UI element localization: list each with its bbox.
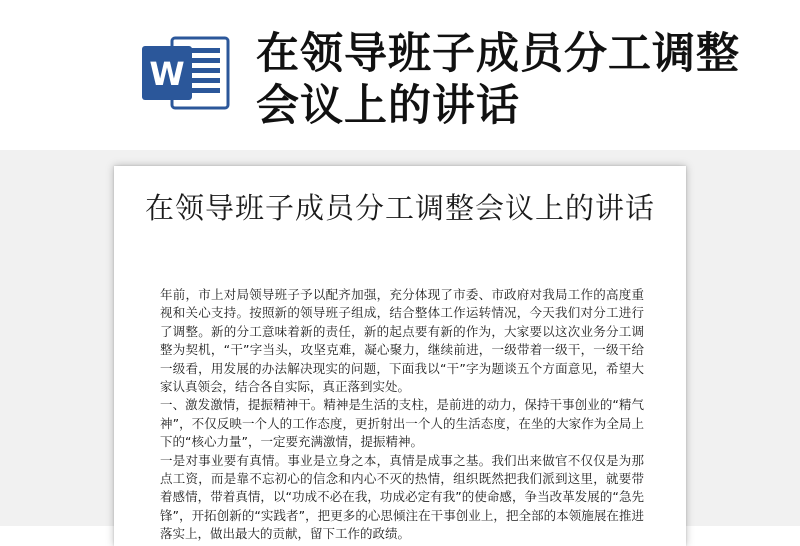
- banner: [0, 0, 800, 150]
- document-page: [114, 166, 686, 546]
- word-icon-letter: W: [149, 55, 185, 93]
- paragraph: 年前，市上对局领导班子予以配齐加强，充分体现了市委、市政府对我局工作的高度重视和关心支持。按照新的领导班子组成，结合整体工作运转情况，今天我们对分工进行了调整。新的分工意味着新的责任，新的起点要有新的作为，大家要以这次业务分工调整为契机，“干”字当头，攻坚克难，凝心聚力，继续前进，一级带着一级干，一级干给一级看，用发展的办法解决现实的问题，下面我以“干”字为题谈五个方面意见，希望大家认真领会，结合各自实际，真正落到实处。: [160, 287, 644, 395]
- banner-title: 在领导班子成员分工调整会议上的讲话: [256, 29, 740, 131]
- document-body: [160, 286, 644, 544]
- document-title: 在领导班子成员分工调整会议上的讲话: [144, 191, 655, 225]
- paragraph: 一是对事业要有真情。事业是立身之本，真情是成事之基。我们出来做官不仅仅是为那点工资，而是靠不忘初心的信念和内心不灭的热情，组织既然把我们派到这里，就要带着感情，带着真情，以“功成不必在我，功成必定有我”的使命感，争当改革发展的“急先锋”，开拓创新的“实践者”，把更多的心思倾注在干事创业上，把全部的本领施展在推进落实上，做出最大的贡献，留下工作的政绩。: [160, 452, 644, 542]
- word-icon: [142, 34, 230, 112]
- paragraph: 一、激发激情，提振精神干。精神是生活的支柱，是前进的动力，保持干事创业的“精气神”，不仅反映一个人的工作态度，更折射出一个人的生活态度，在坐的大家作为全局上下的“核心力量”，一定要充满激情，提振精神。: [160, 397, 644, 450]
